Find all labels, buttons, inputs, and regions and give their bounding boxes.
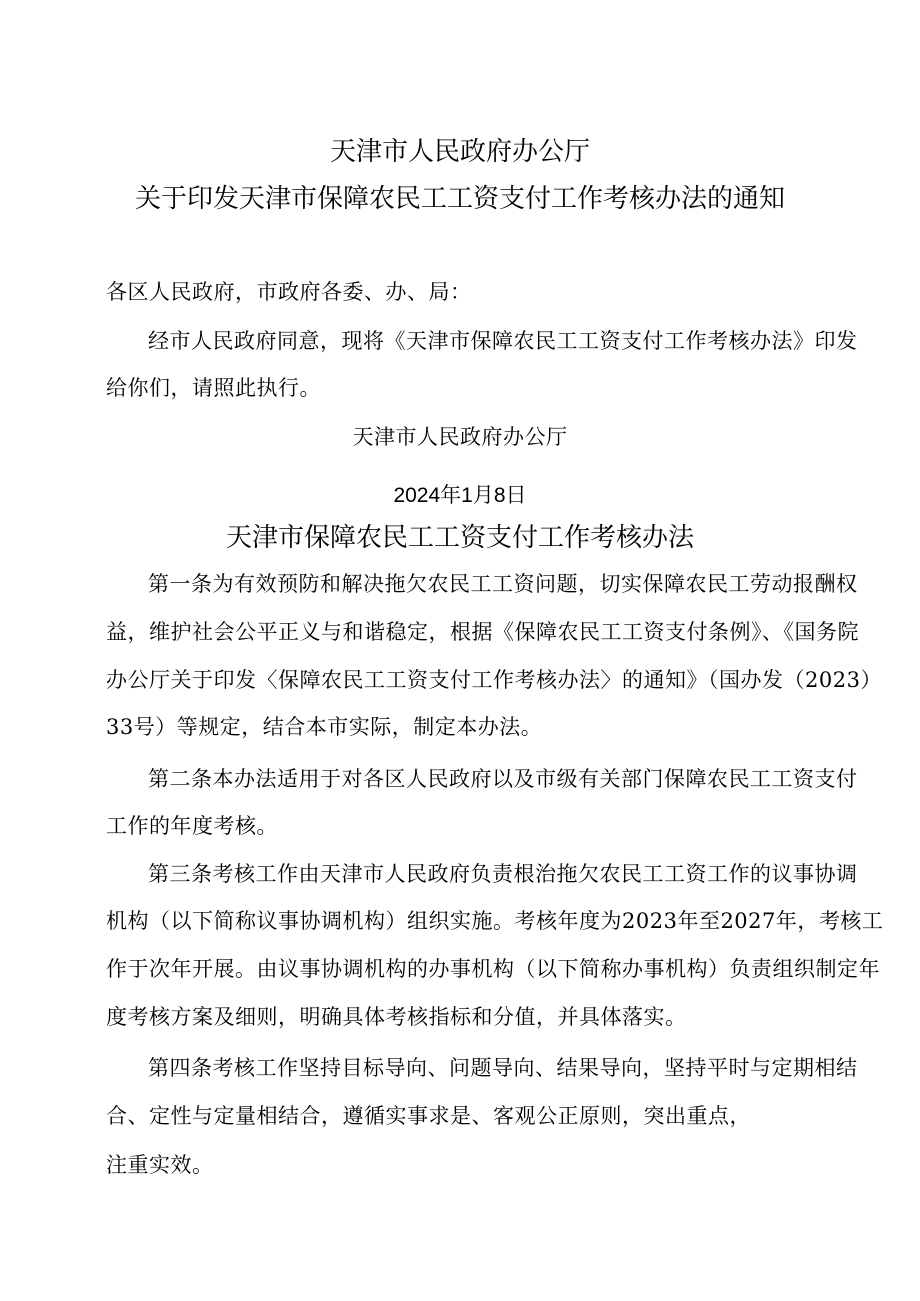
notice-body-line1: 经市人民政府同意，现将《天津市保障农民工工资支付工作考核办法》印发 xyxy=(148,329,858,353)
article-3-line: 机构（以下简称议事协调机构）组织实施。考核年度为2023年至2027年，考核工 xyxy=(106,909,884,933)
article-1-line: 办公厅关于印发〈保障农民工工资支付工作考核办法〉的通知》（国办发（2023） xyxy=(106,668,882,692)
salutation: 各区人民政府，市政府各委、办、局： xyxy=(106,280,472,304)
article-4-line: 第四条考核工作坚持目标导向、问题导向、结果导向，坚持平时与定期相结 xyxy=(148,1056,858,1080)
article-4-line: 注重实效。 xyxy=(106,1153,214,1177)
article-4-line: 合、定性与定量相结合，遵循实事求是、客观公正原则，突出重点， xyxy=(106,1104,751,1128)
article-3-line: 度考核方案及细则，明确具体考核指标和分值，并具体落实。 xyxy=(106,1005,687,1029)
measures-title: 天津市保障农民工工资支付工作考核办法 xyxy=(225,523,694,553)
article-2-line: 第二条本办法适用于对各区人民政府以及市级有关部门保障农民工工资支付 xyxy=(148,767,858,791)
article-1-line: 33号）等规定，结合本市实际，制定本办法。 xyxy=(106,715,543,739)
article-3-line: 第三条考核工作由天津市人民政府负责根治拖欠农民工工资工作的议事协调 xyxy=(148,862,858,886)
article-1-line: 益，维护社会公平正义与和谐稳定，根据《保障农民工工资支付条例》、《国务院 xyxy=(106,620,859,644)
article-3-line: 作于次年开展。由议事协调机构的办事机构（以下简称办事机构）负责组织制定年 xyxy=(106,957,880,981)
issuer-name: 天津市人民政府办公厅 xyxy=(352,425,568,449)
notice-body-line2: 给你们，请照此执行。 xyxy=(106,376,321,400)
article-1-line: 第一条为有效预防和解决拖欠农民工工资问题，切实保障农民工劳动报酬权 xyxy=(148,572,858,596)
notice-title-line1: 天津市人民政府办公厅 xyxy=(329,137,590,167)
article-2-line: 工作的年度考核。 xyxy=(106,814,278,838)
notice-title-line2: 关于印发天津市保障农民工工资支付工作考核办法的通知 xyxy=(134,184,785,214)
issue-date: 2024年1月8日 xyxy=(393,484,527,507)
